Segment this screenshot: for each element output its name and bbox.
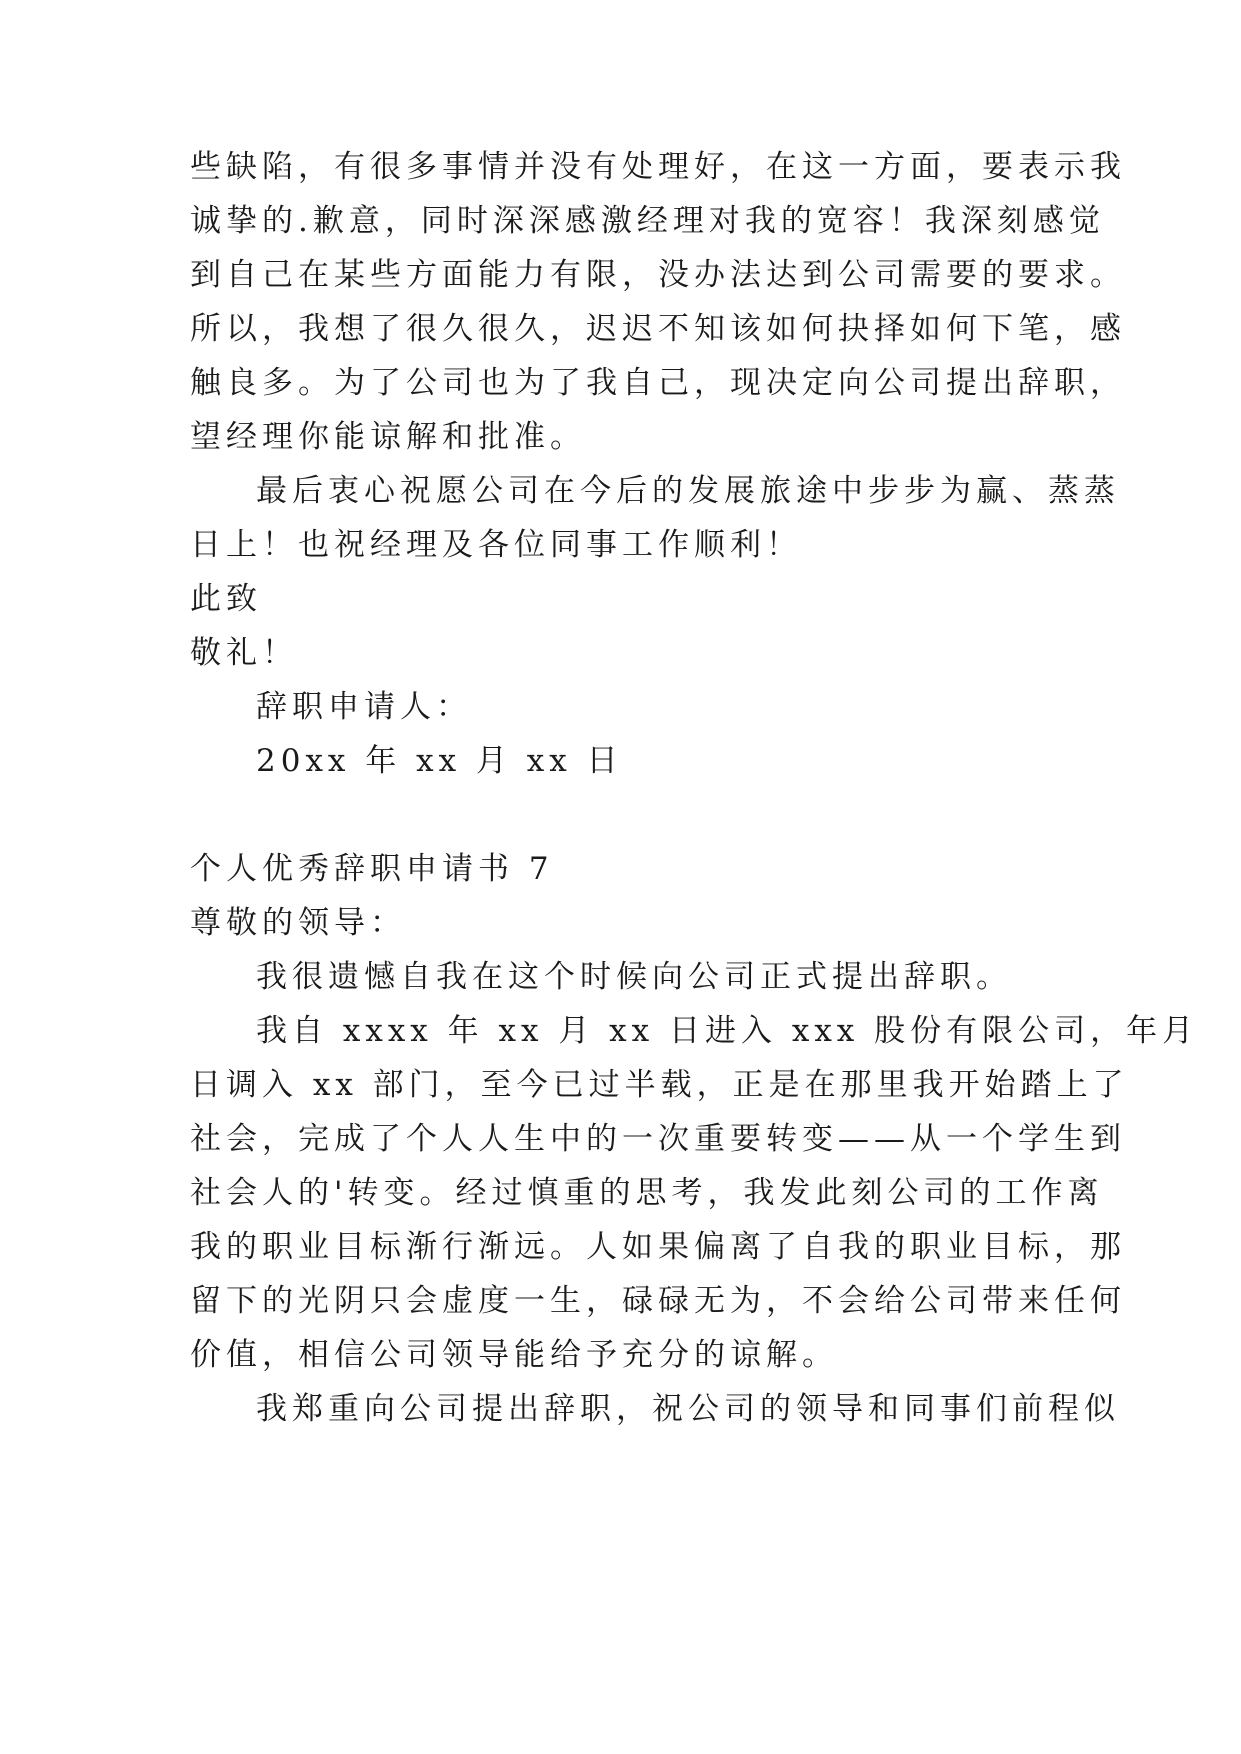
text-line: 望经理你能谅解和批准。: [190, 419, 586, 455]
date-line: 20xx 年 xx 月 xx 日: [256, 743, 623, 779]
text-line: 触良多。为了公司也为了我自己，现决定向公司提出辞职，: [190, 365, 1126, 401]
text-line: 所以，我想了很久很久，迟迟不知该如何抉择如何下笔，感: [190, 311, 1126, 347]
paragraph-first-line: 我很遗憾自我在这个时候向公司正式提出辞职。: [256, 959, 1012, 995]
closing-phrase: 此致: [190, 581, 262, 617]
signature-label: 辞职申请人：: [256, 689, 472, 725]
text-line: 日上！也祝经理及各位同事工作顺利！: [190, 527, 802, 563]
salutation-closing: 敬礼！: [190, 635, 298, 671]
greeting: 尊敬的领导：: [190, 905, 406, 941]
text-line: 到自己在某些方面能力有限，没办法达到公司需要的要求。: [190, 257, 1126, 293]
paragraph-first-line: 最后衷心祝愿公司在今后的发展旅途中步步为赢、蒸蒸: [256, 473, 1120, 509]
text-line: 日调入 xx 部门，至今已过半载，正是在那里我开始踏上了: [190, 1067, 1129, 1103]
text-line: 诚挚的.歉意，同时深深感激经理对我的宽容！我深刻感觉: [190, 203, 1105, 239]
paragraph-first-line: 我郑重向公司提出辞职，祝公司的领导和同事们前程似: [256, 1391, 1120, 1427]
text-line: 价值，相信公司领导能给予充分的谅解。: [190, 1337, 838, 1373]
paragraph-first-line: 我自 xxxx 年 xx 月 xx 日进入 xxx 股份有限公司，年月: [256, 1013, 1199, 1049]
text-line: 社会人的'转变。经过慎重的思考，我发此刻公司的工作离: [190, 1175, 1104, 1211]
text-line: 社会，完成了个人人生中的一次重要转变——从一个学生到: [190, 1121, 1126, 1157]
text-line: 些缺陷，有很多事情并没有处理好，在这一方面，要表示我: [190, 149, 1126, 185]
section-title: 个人优秀辞职申请书 7: [190, 851, 554, 887]
text-line: 留下的光阴只会虚度一生，碌碌无为，不会给公司带来任何: [190, 1283, 1126, 1319]
text-line: 我的职业目标渐行渐远。人如果偏离了自我的职业目标，那: [190, 1229, 1126, 1265]
